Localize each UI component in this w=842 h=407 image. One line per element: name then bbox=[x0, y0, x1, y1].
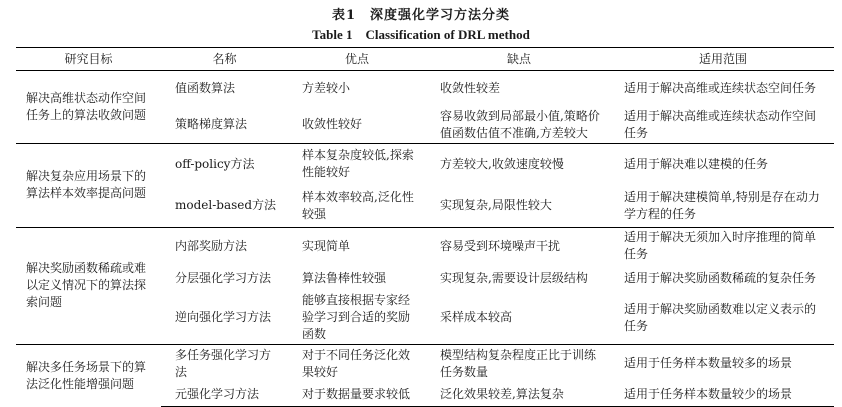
method-name-cell: 多任务强化学习方法 bbox=[161, 345, 288, 383]
scope-cell: 适用于任务样本数量较多的场景 bbox=[612, 345, 834, 383]
pros-cell: 样本效率较高,泛化性较强 bbox=[302, 189, 414, 221]
header-row bbox=[16, 48, 834, 71]
cons-cell: 实现复杂,需要设计层级结构 bbox=[440, 270, 588, 285]
cons-cell: 容易受到环境噪声干扰 bbox=[426, 227, 612, 265]
scope-cell: 适用于任务样本数量较少的场景 bbox=[612, 383, 834, 407]
scope-cell: 适用于解决难以建模的任务 bbox=[612, 143, 834, 185]
pros-cell: 收敛性较好 bbox=[302, 117, 363, 131]
header-cons: 缺点 bbox=[426, 48, 612, 71]
table-row bbox=[16, 143, 834, 185]
scope-cell: 适用于解决高维或连续状态动作空间任务 bbox=[624, 108, 817, 140]
method-name-cell: 逆向强化学习方法 bbox=[175, 310, 272, 324]
scope-cell: 适用于解决高维或连续状态空间任务 bbox=[612, 71, 834, 107]
cons-cell: 模型结构复杂程度正比于训练任务数量 bbox=[426, 345, 612, 383]
method-name-cell: 内部奖励方法 bbox=[161, 227, 288, 265]
table-title-en: Table 1 Classification of DRL method bbox=[312, 27, 530, 42]
method-name-cell: off-policy方法 bbox=[161, 143, 288, 185]
research-goal-cell: 解决多任务场景下的算法泛化性能增强问题 bbox=[16, 345, 161, 407]
pros-cell: 方差较小 bbox=[288, 71, 426, 107]
method-name-cell: 分层强化学习方法 bbox=[175, 270, 272, 285]
research-goal-cell: 解决奖励函数稀疏或难以定义情况下的算法探索问题 bbox=[16, 227, 161, 345]
header-pros: 优点 bbox=[288, 48, 426, 71]
header-name: 名称 bbox=[161, 48, 288, 71]
research-goal-cell: 解决复杂应用场景下的算法样本效率提高问题 bbox=[16, 143, 161, 227]
cons-cell: 采样成本较高 bbox=[440, 310, 513, 324]
cons-cell: 方差较大,收敛速度较慢 bbox=[426, 143, 612, 185]
scope-cell: 适用于解决奖励函数难以定义表示的任务 bbox=[624, 301, 817, 333]
scope-cell: 适用于解决无须加入时序推理的简单任务 bbox=[612, 227, 834, 265]
scope-cell: 适用于解决建模简单,特别是存在动力学方程的任务 bbox=[624, 189, 820, 221]
method-name-cell: 元强化学习方法 bbox=[161, 383, 288, 407]
pros-cell: 样本复杂度较低,探索性能较好 bbox=[288, 143, 426, 185]
pros-cell: 实现简单 bbox=[288, 227, 426, 265]
pros-cell: 对于不同任务泛化效果较好 bbox=[288, 345, 426, 383]
header-goal: 研究目标 bbox=[16, 48, 161, 71]
cons-cell: 泛化效果较差,算法复杂 bbox=[426, 383, 612, 407]
cons-cell: 实现复杂,局限性较大 bbox=[440, 198, 552, 213]
table-row bbox=[16, 71, 834, 107]
cons-cell: 收敛性较差 bbox=[426, 71, 612, 107]
scope-cell: 适用于解决奖励函数稀疏的复杂任务 bbox=[624, 270, 817, 285]
method-name-cell: model-based方法 bbox=[175, 198, 277, 213]
table-row bbox=[16, 227, 834, 265]
table-title-cn: 表1 深度强化学习方法分类 bbox=[331, 8, 511, 23]
cons-cell: 容易收敛到局部最小值,策略价值函数估值不准确,方差较大 bbox=[440, 108, 600, 140]
research-goal-cell: 解决高维状态动作空间任务上的算法收敛问题 bbox=[16, 71, 161, 144]
pros-cell: 对于数据量要求较低 bbox=[288, 383, 426, 407]
drl-classification-table bbox=[16, 47, 834, 407]
pros-cell: 算法鲁棒性较强 bbox=[302, 270, 387, 285]
header-scope: 适用范围 bbox=[612, 48, 834, 71]
table-row bbox=[16, 345, 834, 383]
method-name-cell: 值函数算法 bbox=[161, 71, 288, 107]
method-name-cell: 策略梯度算法 bbox=[175, 117, 248, 131]
pros-cell: 能够直接根据专家经验学习到合适的奖励函数 bbox=[302, 293, 411, 341]
